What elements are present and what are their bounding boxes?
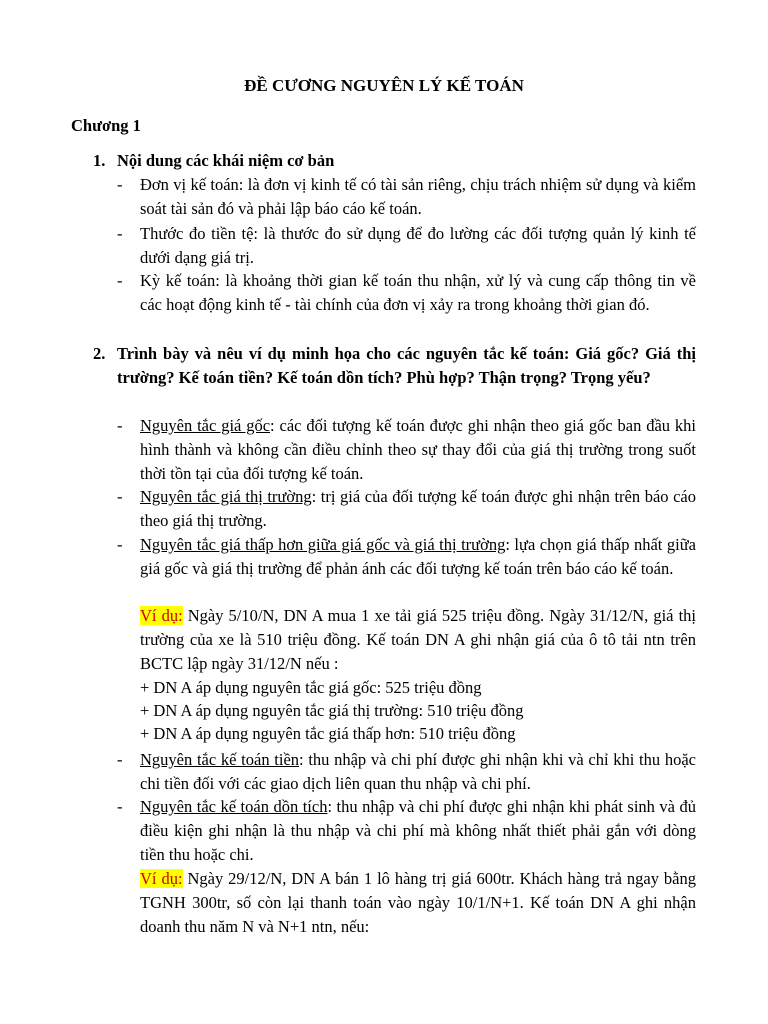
bullet-dash: -: [117, 487, 123, 506]
bullet-dash: -: [117, 175, 123, 194]
bullet-text: Kỳ kế toán: là khoảng thời gian kế toán thu nhận, xử lý và cung cấp thông tin về các hoạt động kinh tế - tài chính của đơn vị xảy ra trong khoảng thời gian đó.: [140, 271, 696, 314]
bullet-dash: -: [117, 271, 123, 290]
bullet-text: [140, 414, 696, 486]
principle-term: Nguyên tắc kế toán tiền: [140, 750, 300, 769]
bullet-text: [140, 485, 696, 533]
principle-term: Nguyên tắc giá gốc: [140, 416, 271, 435]
bullet-dash: -: [117, 535, 123, 554]
section-heading: Nội dung các khái niệm cơ bản: [117, 151, 335, 170]
example-label: Ví dụ:: [140, 606, 183, 625]
section-number: 2.: [93, 344, 106, 363]
section-heading: Trình bày và nêu ví dụ minh họa cho các nguyên tắc kế toán: Giá gốc? Giá thị trường? Kế toán tiền? Kế toán dồn tích? Phù hợp? Thận trọng? Trọng yếu?: [117, 344, 696, 387]
principle-definition: : thu nhập và chi phí được ghi nhận khi và chỉ khi thu hoặc chi tiền đối với các giao dịch liên quan thu nhập và chi phí.: [140, 750, 696, 793]
principle-definition: : trị giá của đối tượng kế toán được ghi nhận trên báo cáo theo giá thị trường.: [140, 487, 696, 530]
example-line: + DN A áp dụng nguyên tắc giá thấp hơn: 510 triệu đồng: [140, 724, 516, 743]
bullet-text: [140, 748, 696, 796]
bullet-text: Đơn vị kế toán: là đơn vị kinh tế có tài sản riêng, chịu trách nhiệm sử dụng và kiểm soát tài sản đó và phải lập báo cáo kế toán.: [140, 175, 696, 218]
example-text: Ngày 5/10/N, DN A mua 1 xe tải giá 525 triệu đồng. Ngày 31/12/N, giá thị trường của xe là 510 triệu đồng. Kế toán DN A ghi nhận giá của ô tô tải ntn trên BCTC lập ngày 31/12/N nếu :: [140, 606, 696, 673]
bullet-text: [140, 795, 696, 867]
bullet-dash: -: [117, 416, 123, 435]
bullet-dash: -: [117, 797, 123, 816]
section-number: 1.: [93, 151, 106, 170]
example-text: Ngày 29/12/N, DN A bán 1 lô hàng trị giá 600tr. Khách hàng trả ngay bằng TGNH 300tr, số còn lại thanh toán vào ngày 10/1/N+1. Kế toán DN A ghi nhận doanh thu năm N và N+1 ntn, nếu:: [140, 869, 696, 936]
principle-term: Nguyên tắc giá thị trường: [140, 487, 312, 506]
example-paragraph: [140, 604, 696, 676]
example-line: + DN A áp dụng nguyên tắc giá thị trường: 510 triệu đồng: [140, 701, 524, 720]
principle-definition: : lựa chọn giá thấp nhất giữa giá gốc và giá thị trường để phản ánh các đối tượng kế toán trên báo cáo kế toán.: [140, 535, 696, 578]
principle-term: Nguyên tắc giá thấp hơn giữa giá gốc và giá thị trường: [140, 535, 506, 554]
principle-definition: : thu nhập và chi phí được ghi nhận khi phát sinh và đủ điều kiện ghi nhận là thu nhập và chi phí mà không nhất thiết phải gắn với dòng tiền thu hoặc chi.: [140, 797, 696, 864]
bullet-dash: -: [117, 750, 123, 769]
chapter-heading: Chương 1: [71, 116, 141, 135]
principle-definition: : các đối tượng kế toán được ghi nhận theo giá gốc ban đầu khi hình thành và không cần điều chỉnh theo sự thay đổi của giá thị trường trong suốt thời tồn tại của đối tượng kế toán.: [140, 416, 696, 483]
document-title: ĐỀ CƯƠNG NGUYÊN LÝ KẾ TOÁN: [244, 76, 524, 95]
bullet-text: [140, 533, 696, 581]
example-line: + DN A áp dụng nguyên tắc giá gốc: 525 triệu đồng: [140, 678, 482, 697]
example-paragraph: [140, 867, 696, 939]
principle-term: Nguyên tắc kế toán dồn tích: [140, 797, 328, 816]
example-label: Ví dụ:: [140, 869, 183, 888]
bullet-dash: -: [117, 224, 123, 243]
bullet-text: Thước đo tiền tệ: là thước đo sử dụng để đo lường các đối tượng quản lý kinh tế dưới dạng giá trị.: [140, 224, 696, 267]
